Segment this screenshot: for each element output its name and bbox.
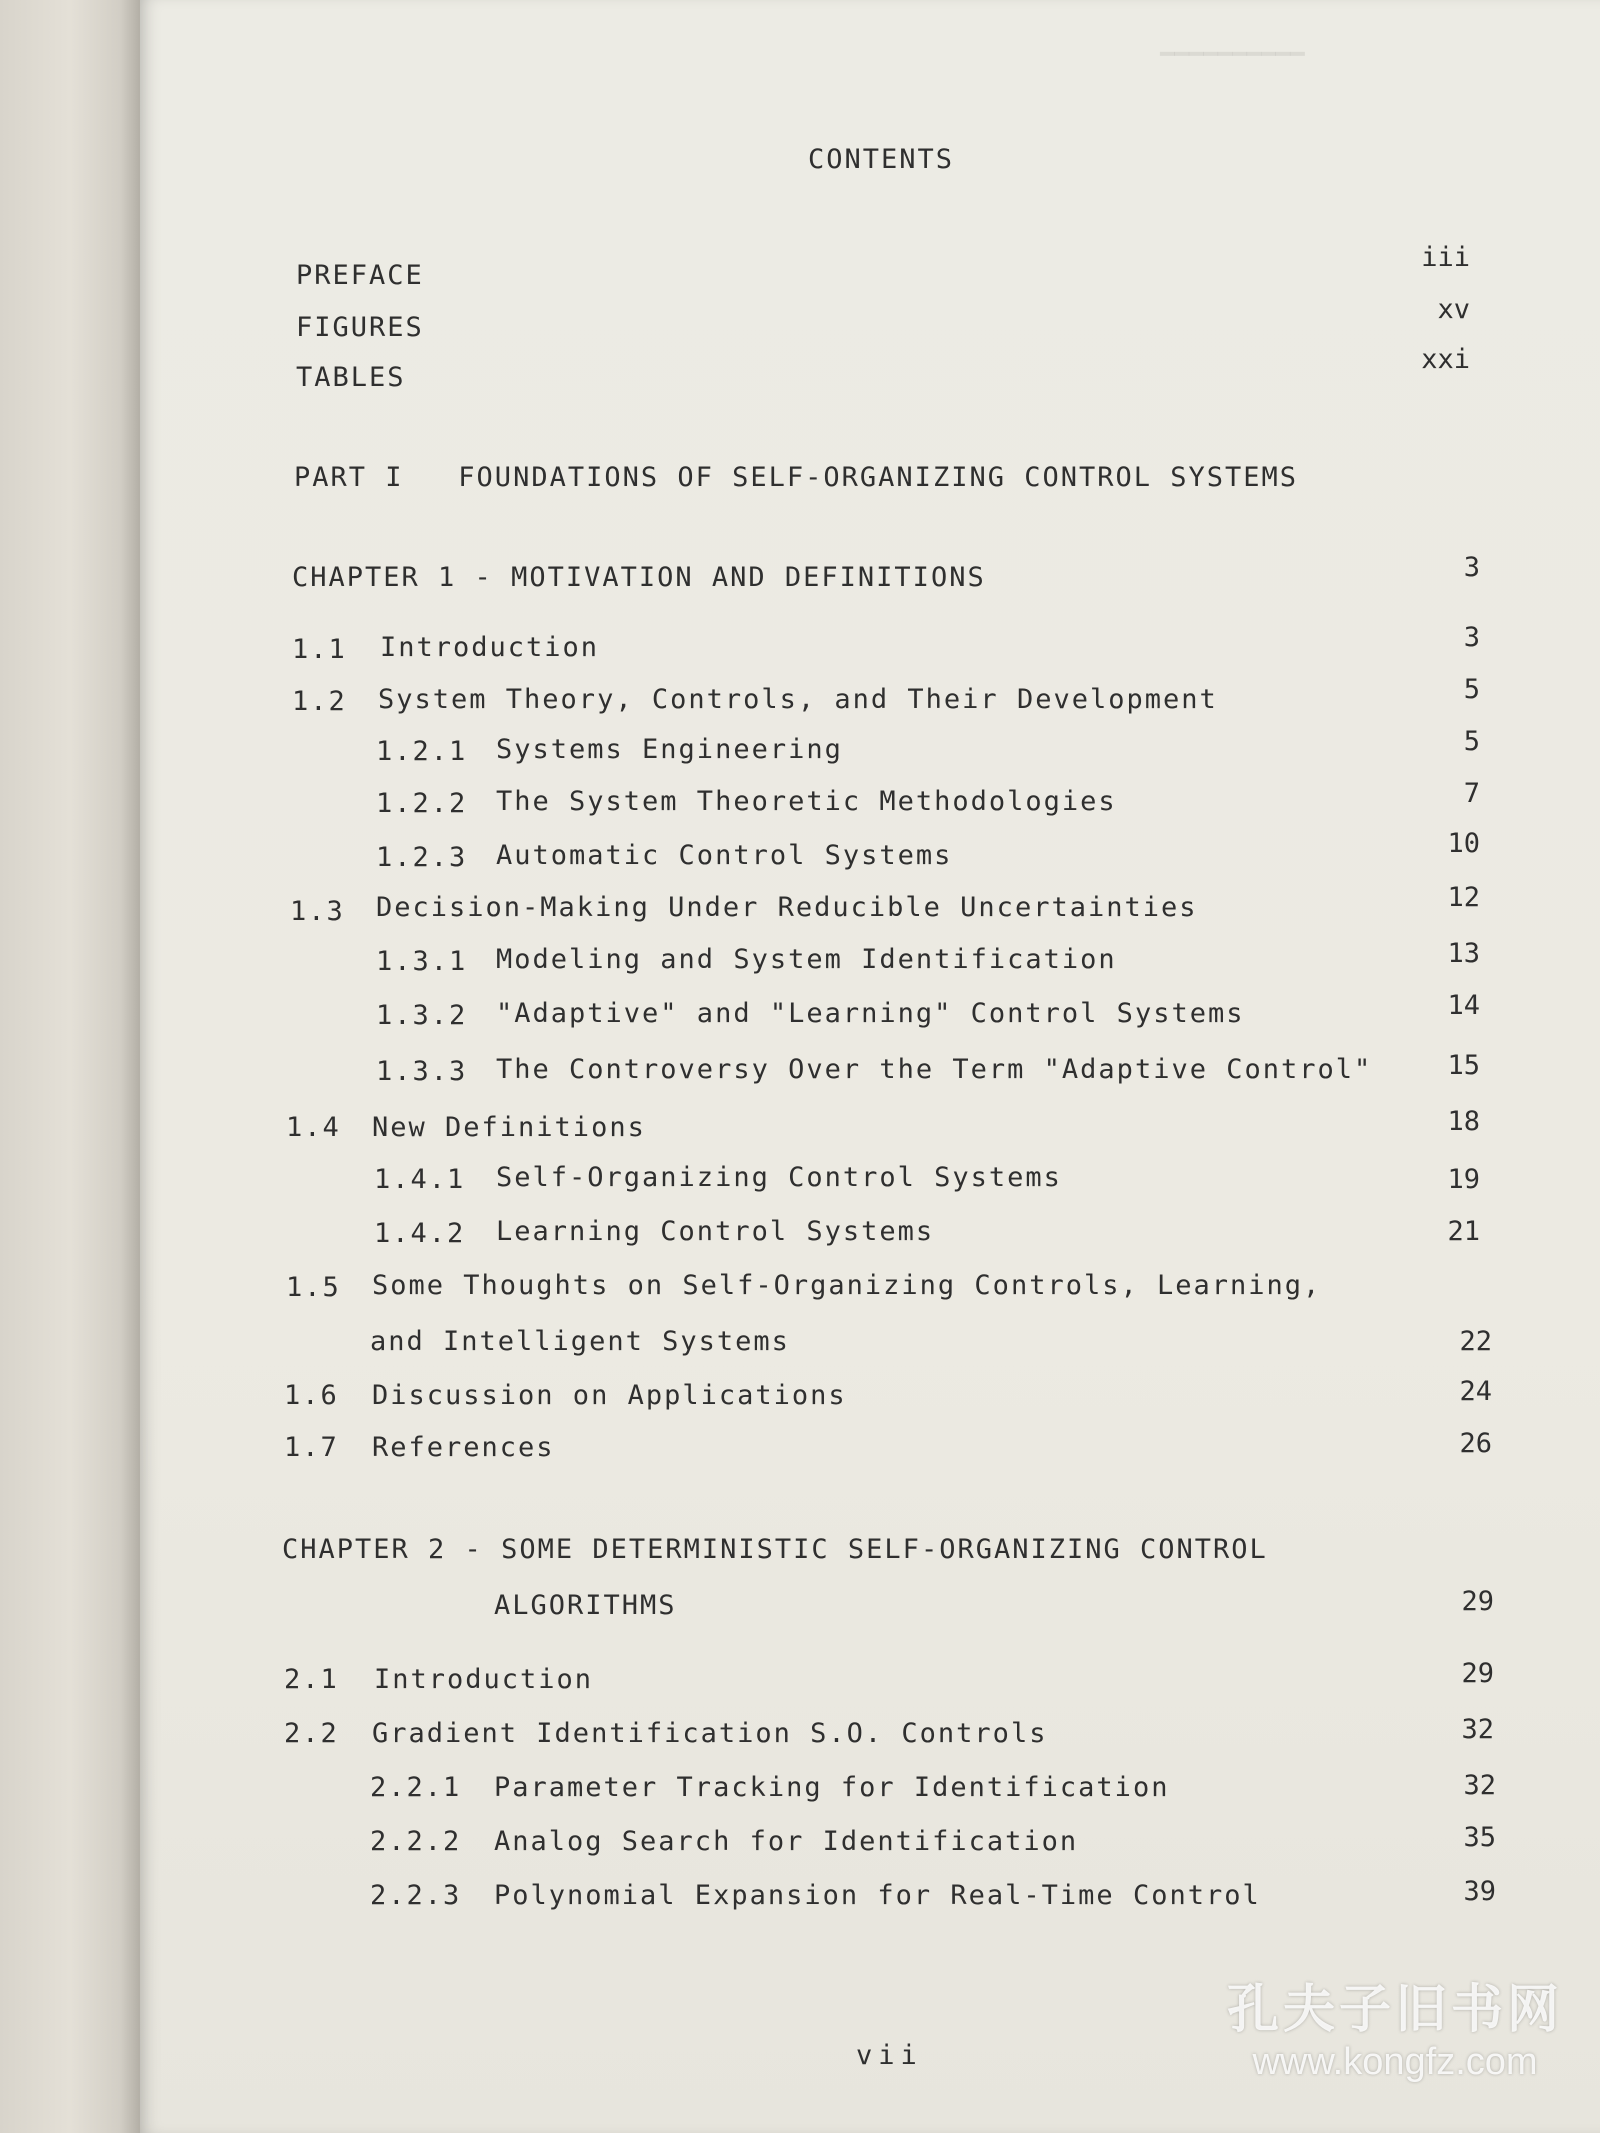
toc-page-number: 5 <box>1463 674 1480 705</box>
watermark-logo-text: 孔夫子旧书网 <box>1226 1979 1563 2040</box>
toc-subsection-number: 1.3.2 <box>376 1000 468 1031</box>
toc-section-number: 1.1 <box>292 634 347 665</box>
toc-page-number: 10 <box>1447 828 1480 859</box>
front-matter-label: TABLES <box>296 362 406 393</box>
toc-section-number: 1.2 <box>292 686 347 717</box>
toc-page-number: 3 <box>1463 622 1480 653</box>
toc-section-number: 1.4 <box>286 1112 341 1143</box>
part-heading: PART I FOUNDATIONS OF SELF-ORGANIZING CONTROL SYSTEMS <box>294 462 1299 493</box>
toc-subsection-number: 1.3.3 <box>376 1056 468 1087</box>
toc-section-title: References <box>372 1432 555 1463</box>
toc-subsection-number: 1.2.3 <box>376 842 468 873</box>
toc-page-number: 12 <box>1447 882 1480 913</box>
toc-section-title: New Definitions <box>372 1112 646 1143</box>
toc-section-title: Decision-Making Under Reducible Uncertainties <box>376 892 1198 923</box>
toc-page-number: 5 <box>1463 726 1480 757</box>
front-matter-page: xv <box>1437 294 1470 325</box>
toc-page-number: 21 <box>1447 1216 1480 1247</box>
watermark <box>1205 1980 1585 2090</box>
toc-subsection-number: 2.2.3 <box>370 1880 462 1911</box>
toc-subsection-number: 1.4.1 <box>374 1164 466 1195</box>
toc-page-number: 13 <box>1447 938 1480 969</box>
toc-subsection-title: Learning Control Systems <box>496 1216 935 1247</box>
toc-section-number: 1.6 <box>284 1380 339 1411</box>
toc-page-number: 39 <box>1463 1876 1496 1907</box>
toc-section-title: Some Thoughts on Self-Organizing Controls, Learning, <box>372 1270 1322 1301</box>
toc-page-number: 32 <box>1463 1770 1496 1801</box>
toc-subsection-title: The Controversy Over the Term "Adaptive Control" <box>496 1054 1373 1085</box>
front-matter-label: FIGURES <box>296 312 424 343</box>
front-matter-page: xxi <box>1421 344 1470 375</box>
toc-subsection-title: The System Theoretic Methodologies <box>496 786 1117 817</box>
toc-section-number: 2.1 <box>284 1664 339 1695</box>
front-matter-page: iii <box>1421 242 1470 273</box>
watermark-url: www.kongfz.com <box>1252 2041 1538 2083</box>
front-matter-label: PREFACE <box>296 260 424 291</box>
toc-section-title: Discussion on Applications <box>372 1380 847 1411</box>
toc-page-number: 24 <box>1459 1376 1492 1407</box>
toc-page-number: 14 <box>1447 990 1480 1021</box>
toc-subsection-title: Systems Engineering <box>496 734 843 765</box>
page-number: vii <box>856 2040 923 2071</box>
toc-subsection-title: Parameter Tracking for Identification <box>494 1772 1170 1803</box>
toc-subsection-number: 1.2.2 <box>376 788 468 819</box>
toc-page-number: 32 <box>1461 1714 1494 1745</box>
toc-subsection-number: 2.2.1 <box>370 1772 462 1803</box>
toc-section-number: 1.5 <box>286 1272 341 1303</box>
toc-page-number: 26 <box>1459 1428 1492 1459</box>
left-page-edge <box>0 0 140 2133</box>
toc-page-number: 19 <box>1447 1164 1480 1195</box>
toc-subsection-number: 2.2.2 <box>370 1826 462 1857</box>
chapter-page: 3 <box>1463 552 1480 583</box>
toc-subsection-title: Polynomial Expansion for Real-Time Control <box>494 1880 1261 1911</box>
chapter-heading: CHAPTER 2 - SOME DETERMINISTIC SELF-ORGANIZING CONTROL <box>282 1534 1268 1565</box>
chapter-heading-continued: ALGORITHMS <box>494 1590 677 1621</box>
toc-subsection-title: Self-Organizing Control Systems <box>496 1162 1062 1193</box>
toc-section-title: Introduction <box>380 632 600 663</box>
toc-page-number: 22 <box>1459 1326 1492 1357</box>
toc-section-title: System Theory, Controls, and Their Development <box>378 684 1218 715</box>
toc-subsection-title: Automatic Control Systems <box>496 840 953 871</box>
toc-subsection-number: 1.4.2 <box>374 1218 466 1249</box>
toc-section-number: 1.7 <box>284 1432 339 1463</box>
toc-page-number: 35 <box>1463 1822 1496 1853</box>
toc-page-number: 18 <box>1447 1106 1480 1137</box>
toc-subsection-title: Analog Search for Identification <box>494 1826 1079 1857</box>
toc-page-number: 15 <box>1447 1050 1480 1081</box>
toc-section-title-continued: and Intelligent Systems <box>370 1326 790 1357</box>
page-title: CONTENTS <box>808 144 955 175</box>
toc-page-number: 7 <box>1463 778 1480 809</box>
toc-subsection-title: Modeling and System Identification <box>496 944 1117 975</box>
toc-section-number: 1.3 <box>290 896 345 927</box>
chapter-heading: CHAPTER 1 - MOTIVATION AND DEFINITIONS <box>292 562 986 593</box>
toc-page-number: 29 <box>1461 1658 1494 1689</box>
toc-subsection-title: "Adaptive" and "Learning" Control Systems <box>496 998 1245 1029</box>
chapter-page: 29 <box>1461 1586 1494 1617</box>
toc-section-title: Introduction <box>374 1664 594 1695</box>
toc-section-number: 2.2 <box>284 1718 339 1749</box>
show-through-decoration: ━━━━━━━━━━ <box>1160 40 1305 68</box>
toc-subsection-number: 1.3.1 <box>376 946 468 977</box>
toc-section-title: Gradient Identification S.O. Controls <box>372 1718 1048 1749</box>
toc-subsection-number: 1.2.1 <box>376 736 468 767</box>
